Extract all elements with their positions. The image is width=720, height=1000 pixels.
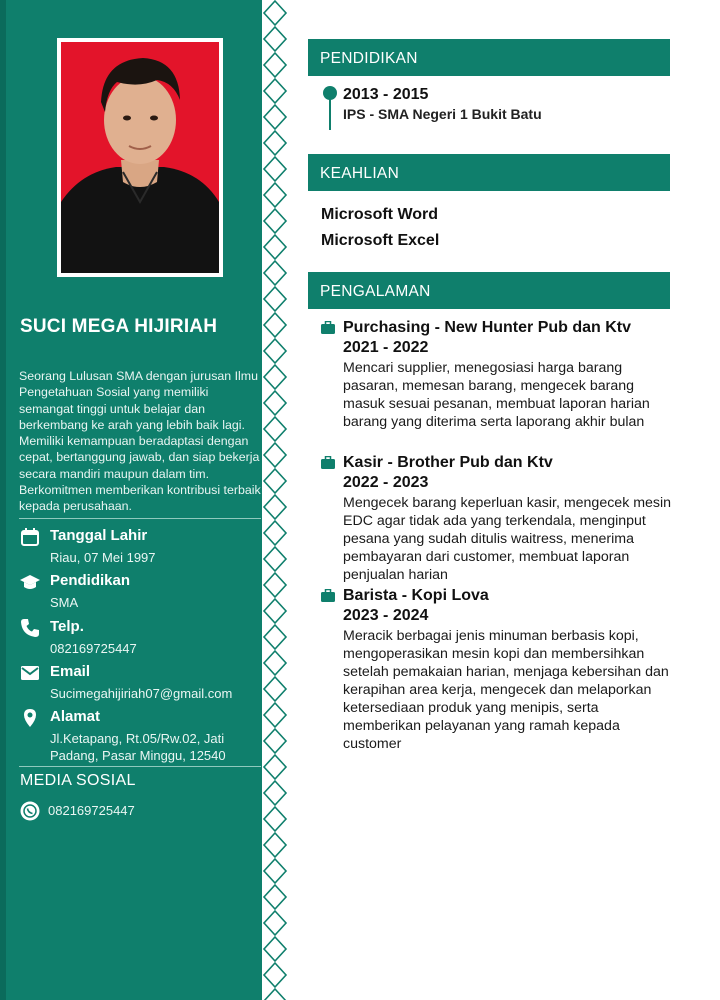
photo-background [61, 42, 219, 273]
location-pin-icon [20, 708, 40, 728]
email-value[interactable]: Sucimegahijiriah07@gmail.com [50, 686, 233, 701]
experience-item [321, 319, 671, 449]
sidebar-edge [0, 0, 6, 1000]
info-phone [20, 618, 260, 658]
phone-icon [20, 618, 40, 638]
calendar-icon [20, 527, 40, 547]
whatsapp-number[interactable]: 082169725447 [48, 803, 135, 818]
education-school: IPS - SMA Negeri 1 Bukit Batu [343, 106, 542, 122]
briefcase-icon [321, 589, 335, 602]
experience-title: Kasir - Brother Pub dan Ktv [343, 454, 553, 471]
timeline-dot [323, 86, 337, 100]
divider [19, 766, 261, 767]
address-value: Jl.Ketapang, Rt.05/Rw.02, Jati Padang, Pasar Minggu, 12540 [50, 731, 226, 763]
experience-item [321, 587, 671, 757]
graduation-cap-icon [20, 572, 40, 592]
person-portrait [61, 42, 219, 273]
experience-title: Barista - Kopi Lova [343, 587, 489, 604]
divider [19, 518, 261, 519]
phone-label: Telp. [50, 618, 84, 635]
section-header-pengalaman: PENGALAMAN [308, 272, 670, 309]
birth-value: Riau, 07 Mei 1997 [50, 550, 156, 565]
info-birth [20, 527, 260, 567]
briefcase-icon [321, 456, 335, 469]
education-value: SMA [50, 595, 79, 610]
email-icon [20, 663, 40, 683]
birth-label: Tanggal Lahir [50, 527, 148, 544]
media-title: MEDIA SOSIAL [20, 772, 136, 789]
experience-item [321, 454, 671, 584]
skill-item: Microsoft Word [321, 206, 439, 223]
profile-photo [57, 38, 223, 277]
info-email [20, 663, 260, 703]
info-address [20, 708, 260, 766]
skill-item: Microsoft Excel [321, 232, 440, 249]
whatsapp-icon [20, 801, 40, 821]
profile-summary: Seorang Lulusan SMA dengan jurusan Ilmu Pengetahuan Sosial yang memiliki semangat tinggi untuk belajar dan berkembang ke arah yang lebih baik lagi. Memiliki kemampuan beradaptasi dengan cepat, bertanggung jawab, dan siap bekerja secara mandiri maupun dalam tim. Berkomitmen memberikan kontribusi terbaik kepada perusahaan. [19, 369, 261, 514]
sidebar [0, 0, 262, 1000]
experience-desc: Mencari supplier, menegosiasi harga barang pasaran, memesan barang, mengecek barang masuk sesuai pesanan, membuat laporan harian barang yang diterima serta laporang akhir bulan [343, 360, 650, 430]
experience-years: 2023 - 2024 [343, 607, 429, 624]
email-label: Email [50, 663, 91, 680]
experience-desc: Meracik berbagai jenis minuman berbasis kopi, mengoperasikan mesin kopi dan membersihkan setelah pemakaian harian, menjaga kebersihan dan kerapihan area kerja, mengecek dan melaporkan ketersediaan produk yang menipis, serta memberikan pelayanan yang ramah kepada customer [343, 628, 669, 752]
diamond-pattern-border [262, 0, 288, 1000]
experience-years: 2022 - 2023 [343, 474, 429, 491]
briefcase-icon [321, 321, 335, 334]
diamond-pattern [262, 0, 288, 1000]
address-label: Alamat [50, 708, 101, 725]
profile-name: SUCI MEGA HIJIRIAH [20, 316, 218, 337]
experience-title: Purchasing - New Hunter Pub dan Ktv [343, 319, 632, 336]
phone-value: 082169725447 [50, 641, 137, 656]
section-header-keahlian: KEAHLIAN [308, 154, 670, 191]
education-label: Pendidikan [50, 572, 131, 589]
info-education [20, 572, 260, 612]
experience-years: 2021 - 2022 [343, 339, 429, 356]
education-years: 2013 - 2015 [343, 86, 429, 103]
section-header-pendidikan: PENDIDIKAN [308, 39, 670, 76]
experience-desc: Mengecek barang keperluan kasir, mengecek mesin EDC agar tidak ada yang terkendala, menginput pesana yang sudah ditulis waitress, menerima pembayaran dari customer, membuat laporan penjualan harian [343, 495, 672, 583]
